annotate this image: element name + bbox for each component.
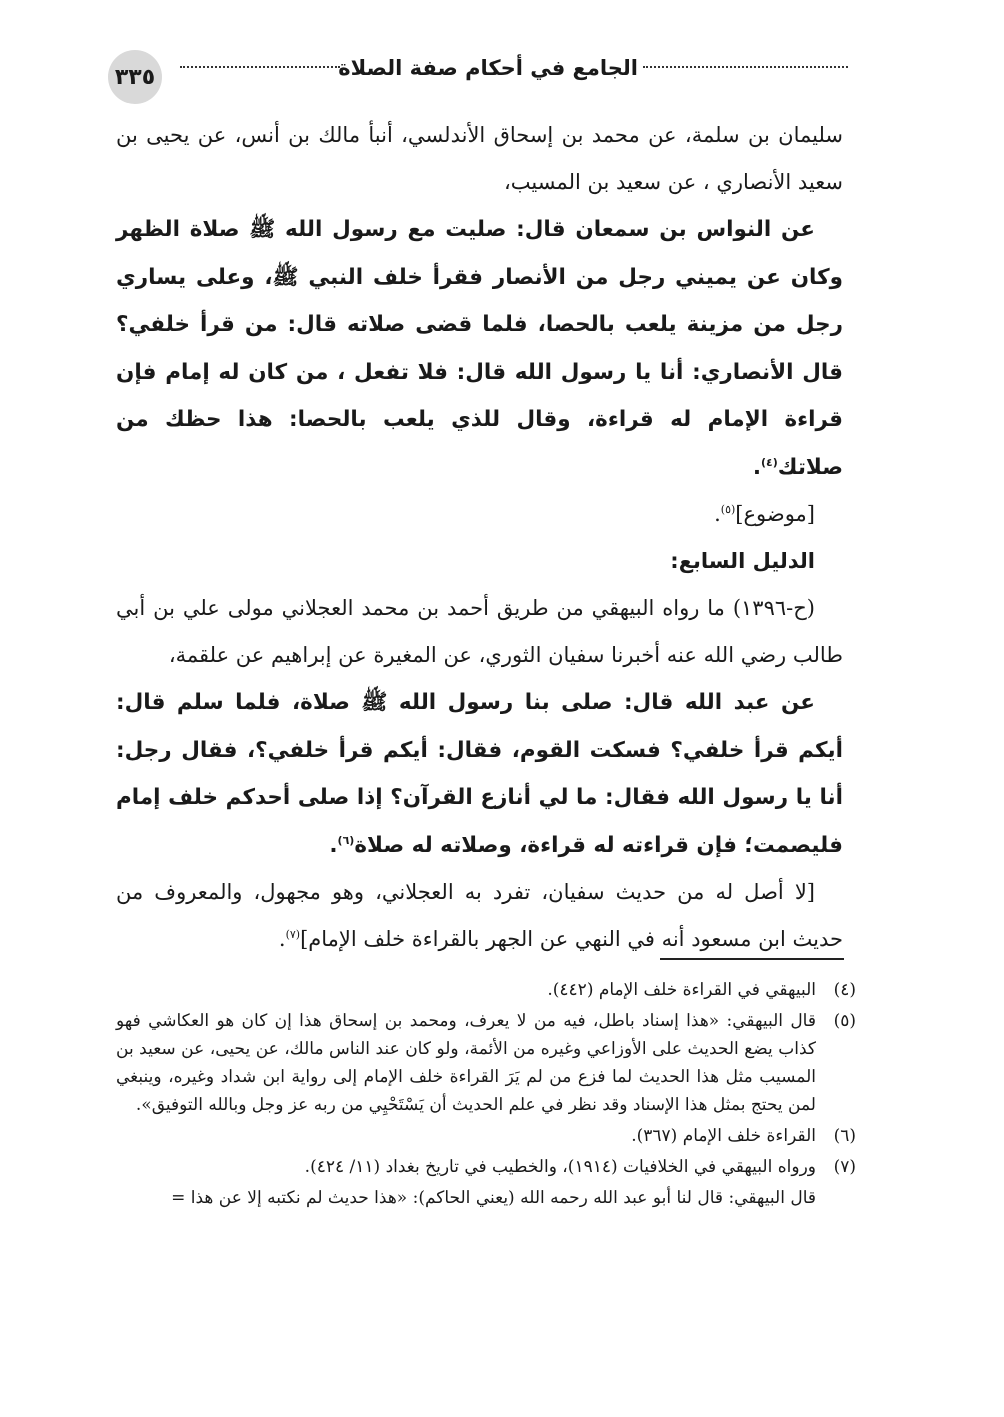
footnote-number: (٧) xyxy=(833,1157,856,1177)
paragraph-grading-2: [لا أصل له من حديث سفيان، تفرد به العجلاني، وهو مجهول، والمعروف من حديث ابن مسعود أنه في النهي عن الجهر بالقراءة خلف الإمام]$^{(٧)}$. xyxy=(116,880,843,951)
grading-1-text: [موضوع] xyxy=(735,502,815,526)
footnote-7 xyxy=(116,1153,856,1181)
paragraph-hadith-1: عن النواس بن سمعان قال: صليت مع رسول الله ﷺ صلاة الظهر وكان عن يميني رجل من الأنصار فقرأ خلف النبي ﷺ، وعلى يساري رجل من مزينة يلعب بالحصا، فلما قضى صلاته قال: من قرأ خلفي؟ قال الأنصاري: أنا يا رسول الله قال: فلا تفعل ، من كان له إمام فإن قراءة الإمام له قراءة، وقال للذي يلعب بالحصا: هذا حظك من صلاتك$^{(٤)}$. xyxy=(116,217,843,480)
grading-2-text: [لا أصل له من حديث سفيان، تفرد به العجلاني، وهو مجهول، والمعروف من حديث ابن مسعود أنه في النهي عن الجهر بالقراءة خلف الإمام] xyxy=(116,880,843,951)
main-text xyxy=(116,112,843,963)
paragraph-grading-1: [موضوع]$^{(٥)}$. xyxy=(714,502,815,526)
footnote-number: (٥) xyxy=(833,1011,856,1031)
footnote-ref-7: (٧) xyxy=(285,928,301,941)
section-heading: الدليل السابع: xyxy=(670,549,815,573)
footnote-6 xyxy=(116,1122,856,1150)
footnote-text: البيهقي في القراءة خلف الإمام (٤٤٢). xyxy=(547,980,816,1000)
footnote-number: (٤) xyxy=(833,980,856,1000)
footnote-4 xyxy=(116,976,856,1004)
footnote-ref-6: (٦) xyxy=(337,833,355,847)
page-number: ٣٣٥ xyxy=(108,50,162,104)
footnote-continuation-text: قال البيهقي: قال لنا أبو عبد الله رحمه الله (يعني الحاكم): «هذا حديث لم نكتبه إلا عن هذا = xyxy=(171,1188,816,1208)
footnotes xyxy=(116,976,856,1215)
hadith-2-text: عن عبد الله قال: صلى بنا رسول الله ﷺ صلاة، فلما سلم قال: أيكم قرأ خلفي؟ فسكت القوم، فقال: أيكم قرأ خلفي؟، فقال رجل: أنا يا رسول الله فقال: ما لي أنازع القرآن؟ إذا صلى أحدكم خلف إمام فليصمت؛ فإن قراءته له قراءة، وصلاته له صلاة xyxy=(116,690,843,858)
footnote-text: قال البيهقي: «هذا إسناد باطل، فيه من لا يعرف، ومحمد بن إسحاق هذا إن كان هو العكاشي فهو كذاب يضع الحديث على الأوزاعي وغيره من الأئمة، ولو كان عند الناس مالك، عن يحيى، عن سعيد بن المسيب مثل هذا الحديث لما فزع من لم يَرَ القراءة خلف الإمام إلى رواية ابن شداد وغيره، وينبغي لمن يحتج بمثل هذا الإسناد وقد نظر في علم الحديث أن يَسْتَحْيِي من ربه عز وجل وبالله التوفيق». xyxy=(116,1011,816,1115)
running-title: الجامع في أحكام صفة الصلاة xyxy=(338,56,638,80)
paragraph-isnad-2: (ح-١٣٩٦) ما رواه البيهقي من طريق أحمد بن محمد العجلاني مولى علي بن أبي طالب رضي الله عنه أخبرنا سفيان الثوري، عن المغيرة عن إبراهيم عن علقمة، xyxy=(116,596,843,667)
header-dots-left xyxy=(180,66,340,68)
footnote-ref-4: (٤) xyxy=(761,455,778,469)
footnote-text: ورواه البيهقي في الخلافيات (١٩١٤)، والخطيب في تاريخ بغداد (١١/ ٤٢٤). xyxy=(304,1157,816,1177)
footnote-continuation xyxy=(116,1184,856,1212)
footnote-text: القراءة خلف الإمام (٣٦٧). xyxy=(631,1126,816,1146)
page-header xyxy=(108,40,848,110)
paragraph-hadith-2: عن عبد الله قال: صلى بنا رسول الله ﷺ صلاة، فلما سلم قال: أيكم قرأ خلفي؟ فسكت القوم، فقال: أيكم قرأ خلفي؟، فقال رجل: أنا يا رسول الله فقال: ما لي أنازع القرآن؟ إذا صلى أحدكم خلف إمام فليصمت؛ فإن قراءته له قراءة، وصلاته له صلاة$^{(٦)}$. xyxy=(116,690,843,858)
footnote-5 xyxy=(116,1007,856,1119)
hadith-1-text: عن النواس بن سمعان قال: صليت مع رسول الله ﷺ صلاة الظهر وكان عن يميني رجل من الأنصار فقرأ خلف النبي ﷺ، وعلى يساري رجل من مزينة يلعب بالحصا، فلما قضى صلاته قال: من قرأ خلفي؟ قال الأنصاري: أنا يا رسول الله قال: فلا تفعل ، من كان له إمام فإن قراءة الإمام له قراءة، وقال للذي يلعب بالحصا: هذا حظك من صلاتك xyxy=(116,217,843,480)
footnote-number: (٦) xyxy=(833,1126,856,1146)
paragraph-isnad: سليمان بن سلمة، عن محمد بن إسحاق الأندلسي، أنبأ مالك بن أنس، عن يحيى بن سعيد الأنصاري ، عن سعيد بن المسيب، xyxy=(116,123,843,194)
footnote-ref-5: (٥) xyxy=(720,503,736,516)
header-dots-right xyxy=(643,66,848,68)
footnote-separator xyxy=(660,958,844,960)
